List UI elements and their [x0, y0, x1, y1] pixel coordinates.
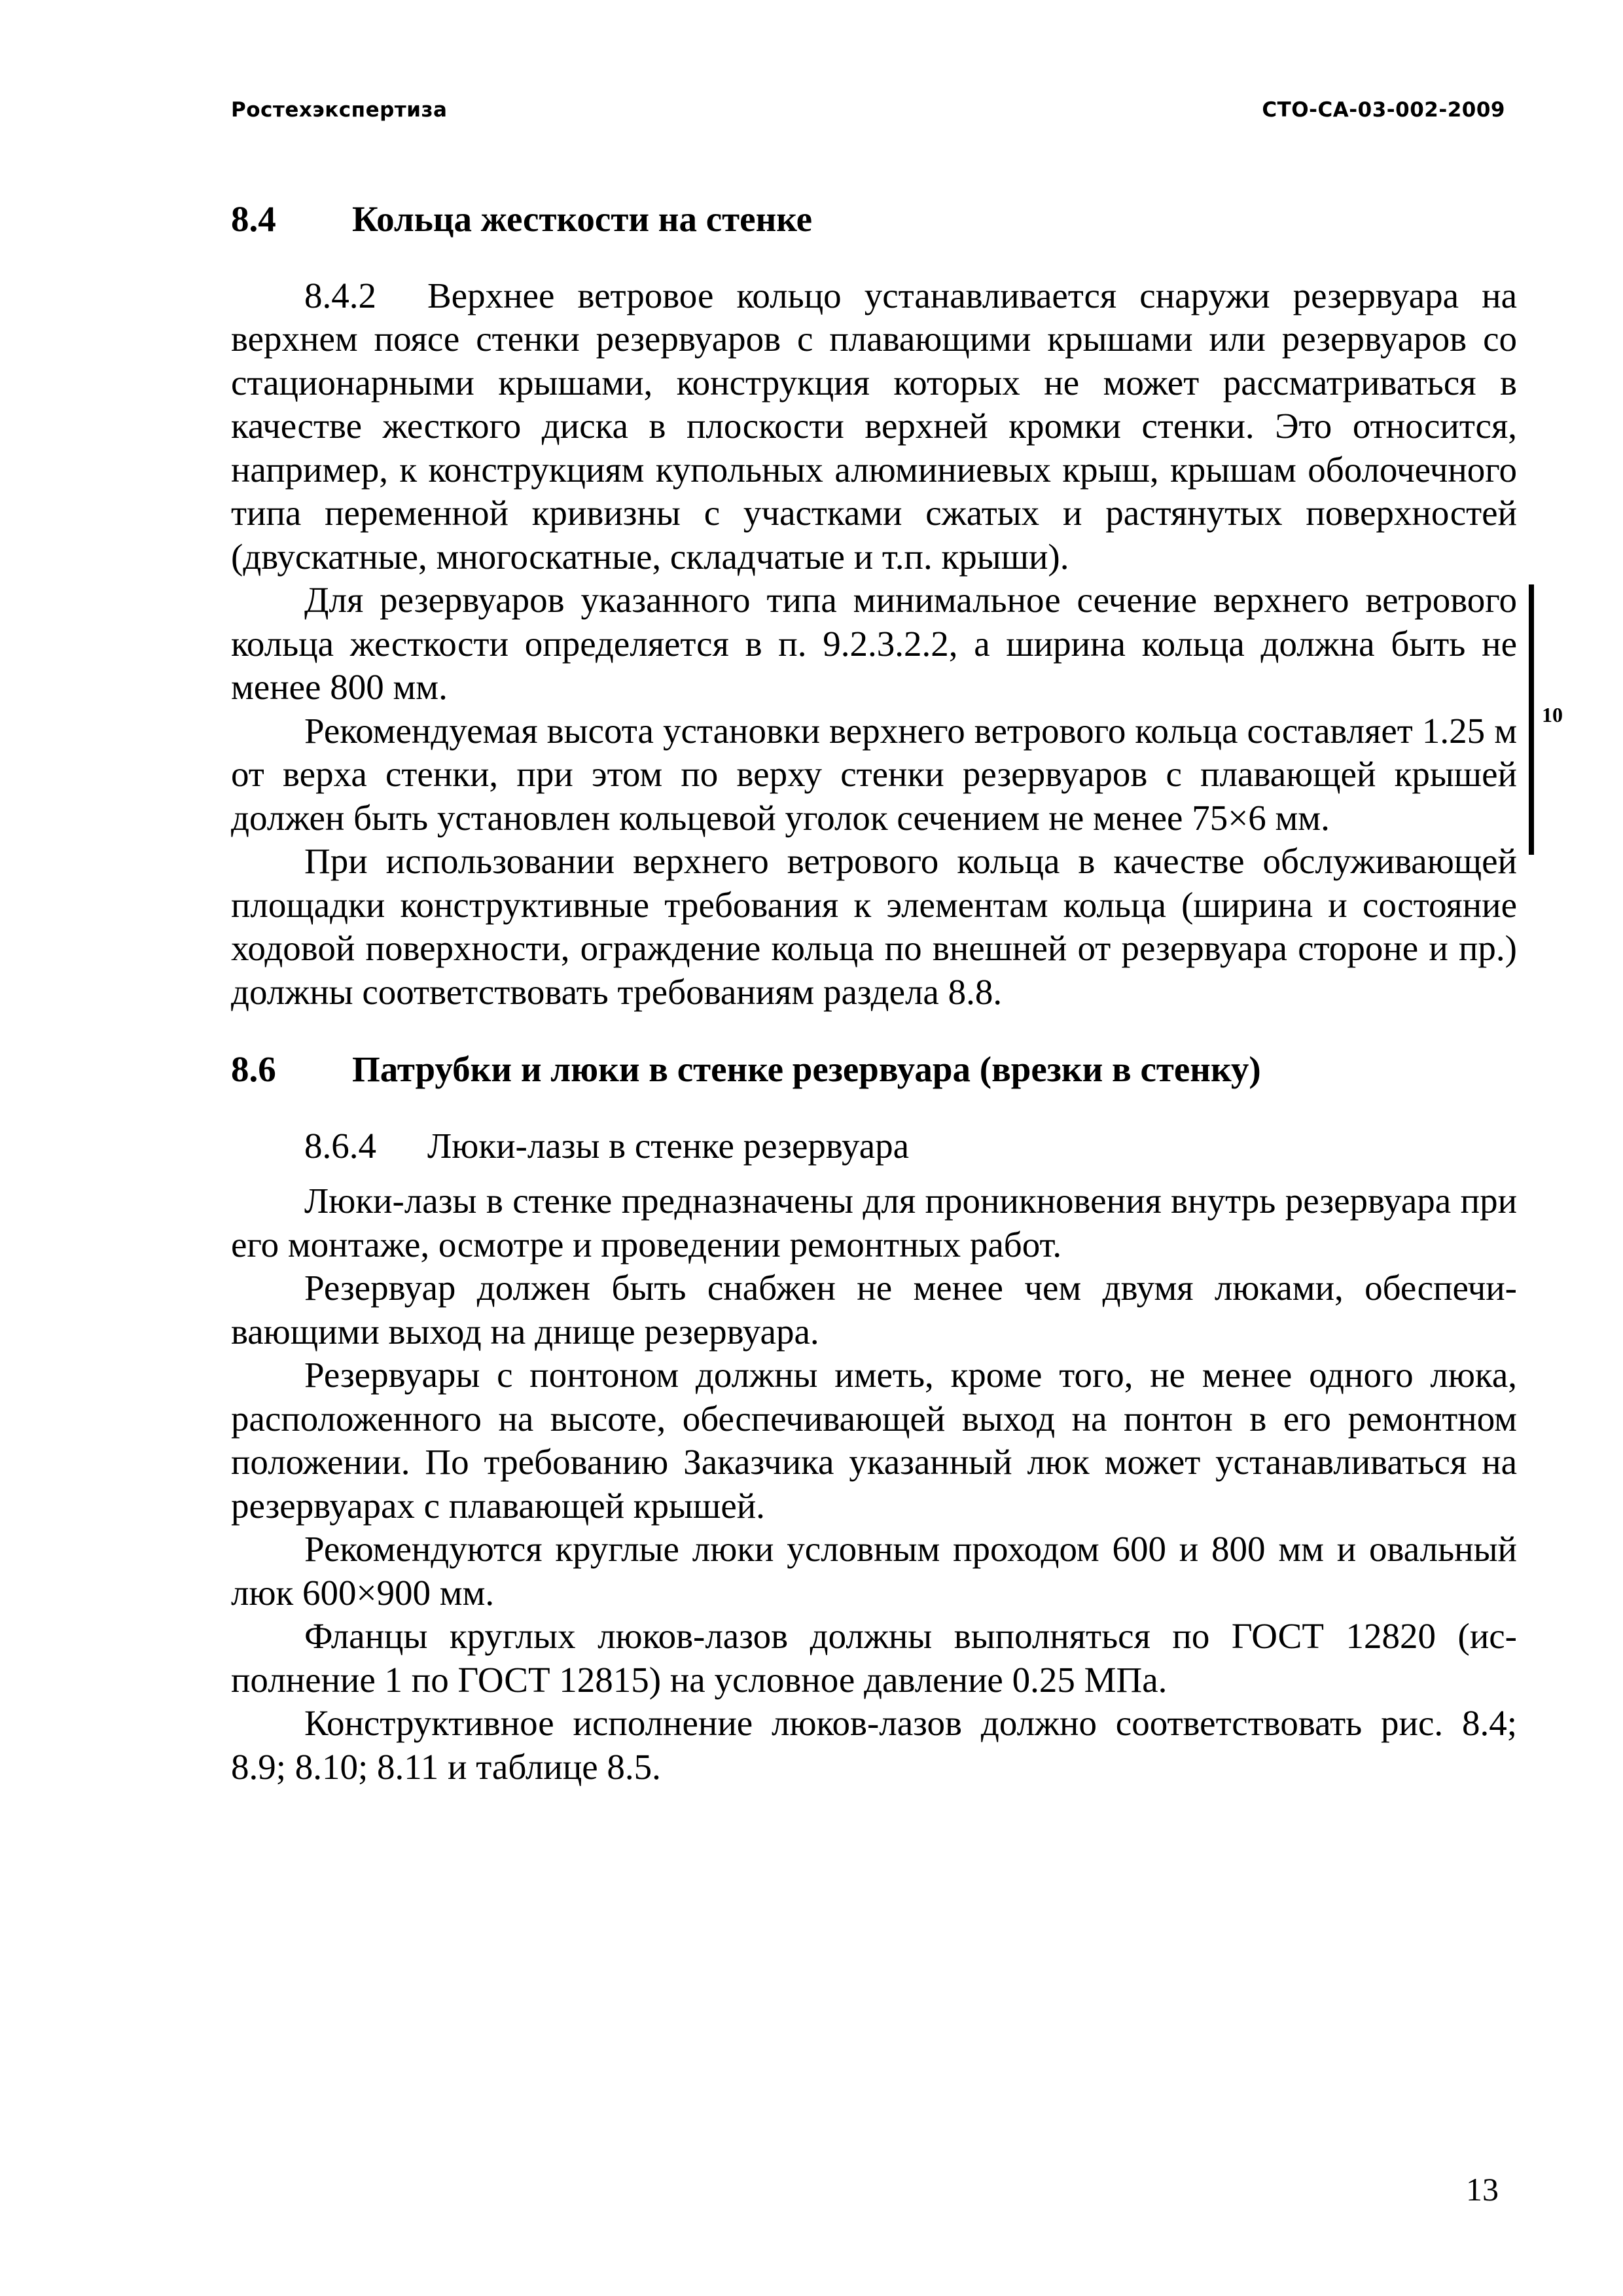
section-heading-8-4 [231, 198, 1517, 242]
header-organization: Ростехэкспертиза [231, 98, 448, 122]
paragraph [231, 274, 1517, 579]
paragraph: Люки-лазы в стенке предназначены для проникновения внутрь резервуара при его монтаже, осмотре и проведении ремонтных работ. [231, 1181, 1517, 1265]
paragraph: Фланцы круглых люков-лазов должны выполняться по ГОСТ 12820 (исполнение 1 по ГОСТ 12815) на условное давление 0.25 МПа. [231, 1616, 1517, 1700]
section-title: Патрубки и люки в стенке резервуара (врезки в стенку) [352, 1049, 1261, 1089]
subsection-number: 8.4.2 [304, 275, 376, 315]
subsection-title: Люки-лазы в стенке резервуара [427, 1125, 910, 1166]
section-number: 8.6 [231, 1049, 276, 1089]
paragraph: Конструктивное исполнение люков-лазов должно соответствовать рис. 8.4; 8.9; 8.10; 8.11 и таблице 8.5. [231, 1703, 1517, 1787]
paragraph: Для резервуаров указанного типа минимальное сечение верхнего ветрового кольца жесткости определяется в п. 9.2.3.2.2, а ширина кольца должна быть не менее 800 мм. [231, 580, 1517, 707]
paragraph: При использовании верхнего ветрового кольца в качестве обслуживающей площадки конструктивные требования к элементам кольца (ширина и состояние ходовой поверхности, ограждение кольца по внешней от резервуара стороне и пр.) должны соответствовать требованиям раздела 8.8. [231, 841, 1517, 1012]
paragraph: Рекомендуются круглые люки условным проходом 600 и 800 мм и овальный люк 600×900 мм. [231, 1529, 1517, 1613]
page-number: 13 [1466, 2171, 1499, 2208]
subsection-number: 8.6.4 [304, 1125, 376, 1166]
change-marker-bar [1529, 584, 1534, 855]
page-content [231, 178, 1517, 1789]
paragraph-text: Верхнее ветровое кольцо устанавливается снаружи резервуара на верхнем поясе стенки резервуаров с плавающими крышами или резервуаров со стационарными крышами, конструкция которых не может рассматриваться в качестве жесткого диска в плоскости верхней кромки стенки. Это относится, например, к конструкциям купольных алюминиевых крыш, крышам оболочечного типа переменной кривизны с участками сжатых и растянутых поверхностей (двускатные, многоскатные, складчатые и т.п. крыши). [231, 275, 1517, 577]
paragraph: Рекомендуемая высота установки верхнего ветрового кольца составляет 1.25 м от верха стенки, при этом по верху стенки резервуаров с плавающей крышей должен быть установлен кольцевой уголок сечением не менее 75×6 мм. [231, 710, 1517, 838]
header-document-code: СТО-СА-03-002-2009 [1262, 98, 1505, 122]
section-heading-8-6 [231, 1048, 1517, 1092]
paragraph: Резервуар должен быть снабжен не менее чем двумя люками, обеспечивающими выход на днище резервуара. [231, 1268, 1517, 1352]
subsection-heading [231, 1124, 1517, 1168]
paragraph: Резервуары с понтоном должны иметь, кроме того, не менее одного люка, расположенного на высоте, обеспечивающей выход на понтон в его ремонтном положении. По требованию Заказчика указанный люк может устанавливаться на резервуарах с плавающей крышей. [231, 1355, 1517, 1526]
section-title: Кольца жесткости на стенке [352, 199, 812, 239]
section-number: 8.4 [231, 199, 276, 239]
change-marker-number: 10 [1542, 703, 1563, 726]
